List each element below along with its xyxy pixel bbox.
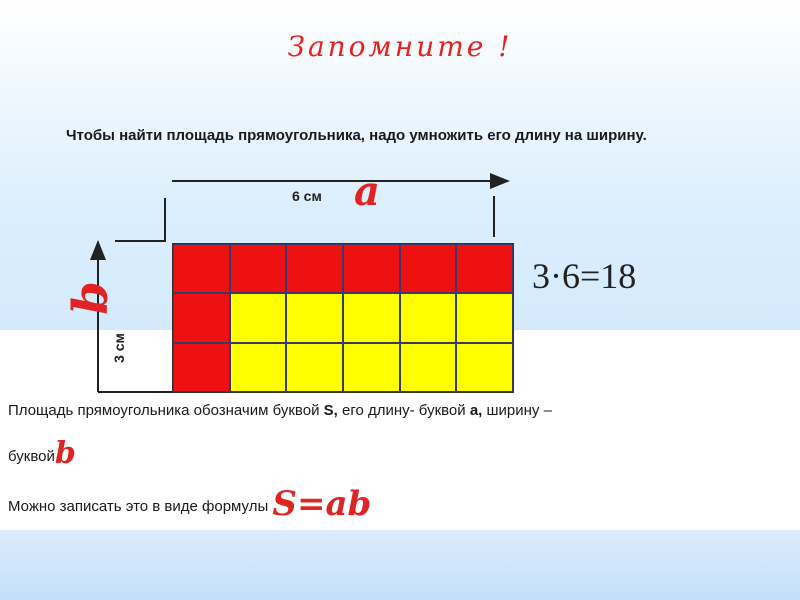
- grid-cell-yellow: [286, 343, 343, 392]
- width-label: 6 см: [292, 188, 322, 204]
- grid-cell-yellow: [343, 343, 400, 392]
- formula-line: [8, 484, 371, 524]
- grid-cell-yellow: [343, 293, 400, 342]
- grid-cell-red: [173, 244, 230, 293]
- rectangle-grid: [172, 243, 514, 393]
- definition-a: a,: [469, 402, 483, 419]
- height-label: 3 см: [110, 333, 127, 363]
- intro-text: Чтобы найти площадь прямоугольника, надо умножить его длину на ширину.: [66, 127, 647, 144]
- grid-cell-yellow: [400, 293, 457, 342]
- grid-cell-yellow: [230, 343, 287, 392]
- grid-cell-yellow: [400, 343, 457, 392]
- grid-cell-red: [173, 343, 230, 392]
- formula-text: Можно записать это в виде формулы: [8, 498, 273, 515]
- grid-cell-red: [400, 244, 457, 293]
- slide-title: Запомните !: [287, 30, 513, 63]
- grid-cell-red: [456, 244, 513, 293]
- grid-cell-red: [286, 244, 343, 293]
- definition-part3: ширину –: [482, 402, 552, 419]
- grid-cell-yellow: [456, 293, 513, 342]
- area-formula: S=ab: [272, 484, 372, 524]
- grid-cell-red: [343, 244, 400, 293]
- grid-cell-yellow: [456, 343, 513, 392]
- letter-b: b: [62, 281, 119, 315]
- area-equation: 3·6=18: [532, 256, 637, 296]
- definition-line2: буквой: [8, 448, 55, 465]
- definition-line-2: [8, 436, 76, 471]
- grid-cell-yellow: [230, 293, 287, 342]
- grid-cell-red: [230, 244, 287, 293]
- definition-line-1: [8, 402, 552, 419]
- definition-part1: Площадь прямоугольника обозначим буквой: [8, 402, 324, 419]
- definition-b: b: [54, 436, 76, 471]
- grid-cell-yellow: [286, 293, 343, 342]
- definition-s: S,: [323, 402, 338, 419]
- definition-part2: его длину- буквой: [337, 402, 470, 419]
- letter-a: a: [354, 168, 380, 215]
- grid-cell-red: [173, 293, 230, 342]
